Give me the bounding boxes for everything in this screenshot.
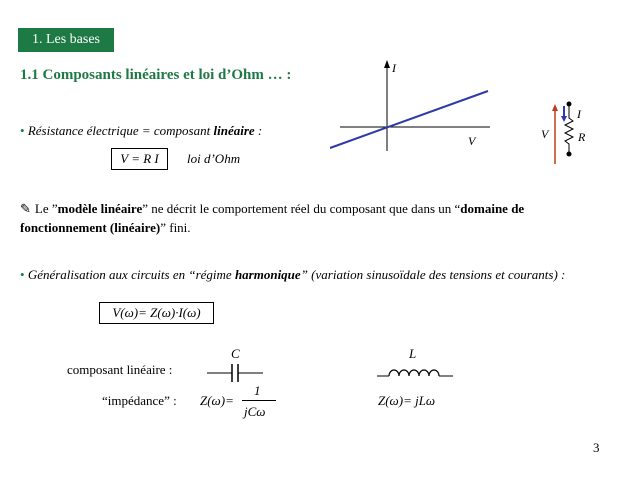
page-subtitle: 1.1 Composants linéaires et loi d’Ohm … : bbox=[20, 67, 292, 83]
bullet-harmonic-bold: harmonique bbox=[234, 267, 301, 282]
bullet-resistance-text: Résistance électrique = composant bbox=[27, 123, 214, 138]
capacitor-icon bbox=[205, 362, 265, 384]
voltage-arrow-head-icon bbox=[552, 104, 558, 111]
capacitor-impedance-lhs: Z(ω)= bbox=[200, 393, 234, 408]
bullet-harmonic-pre: Généralisation aux circuits en “régime bbox=[27, 267, 235, 282]
inductor-symbol-label: L bbox=[409, 346, 417, 361]
ohm-law-name: loi d’Ohm bbox=[187, 151, 241, 166]
graph-x-label: V bbox=[468, 134, 476, 148]
characteristic-line bbox=[330, 91, 488, 148]
circuit-voltage-label: V bbox=[541, 127, 549, 141]
bullet-resistance-end: : bbox=[254, 123, 263, 138]
fraction-bar bbox=[242, 400, 276, 401]
note-mid: ” ne décrit le comportement réel du composant que dans un “ bbox=[142, 201, 461, 216]
circuit-resistor-label: R bbox=[578, 130, 586, 144]
current-arrow-head-icon bbox=[561, 116, 567, 122]
note-pre: Le ” bbox=[34, 201, 58, 216]
inductor-impedance: Z(ω)= jLω bbox=[378, 393, 436, 408]
ohm-law-formula: V = R I bbox=[111, 148, 168, 170]
resistor-icon bbox=[565, 104, 573, 154]
circuit-current-label: I bbox=[577, 107, 581, 121]
pencil-icon: ✎ bbox=[20, 201, 31, 216]
impedance-label: “impédance” : bbox=[102, 393, 177, 408]
capacitor-symbol-label: C bbox=[231, 346, 240, 361]
iv-graph bbox=[330, 58, 500, 153]
impedance-formula: V(ω)= Z(ω)·I(ω) bbox=[99, 302, 214, 324]
note-bold-2: domaine de fonctionnement (linéaire) bbox=[20, 201, 525, 235]
graph-y-label: I bbox=[392, 61, 396, 75]
y-axis-arrow-icon bbox=[384, 60, 390, 68]
bullet-dot: • bbox=[20, 123, 25, 138]
component-label: composant linéaire : bbox=[67, 362, 173, 377]
bullet-resistance-bold: linéaire bbox=[213, 123, 255, 138]
inductor-icon bbox=[375, 362, 455, 382]
capacitor-impedance-numerator: 1 bbox=[254, 383, 261, 398]
linear-model-note bbox=[20, 199, 610, 237]
bullet-harmonic-post: ” (variation sinusoïdale des tensions et courants) : bbox=[300, 267, 566, 282]
bullet-resistance bbox=[20, 123, 262, 139]
bullet-harmonic bbox=[20, 267, 565, 283]
note-bold-1: modèle linéaire bbox=[57, 201, 143, 216]
section-badge: 1. Les bases bbox=[18, 28, 114, 52]
resistor-circuit bbox=[535, 96, 595, 166]
note-end: ” fini. bbox=[160, 220, 191, 235]
page-number: 3 bbox=[593, 440, 600, 455]
capacitor-impedance-denominator: jCω bbox=[244, 404, 266, 419]
bullet-dot: • bbox=[20, 267, 25, 282]
